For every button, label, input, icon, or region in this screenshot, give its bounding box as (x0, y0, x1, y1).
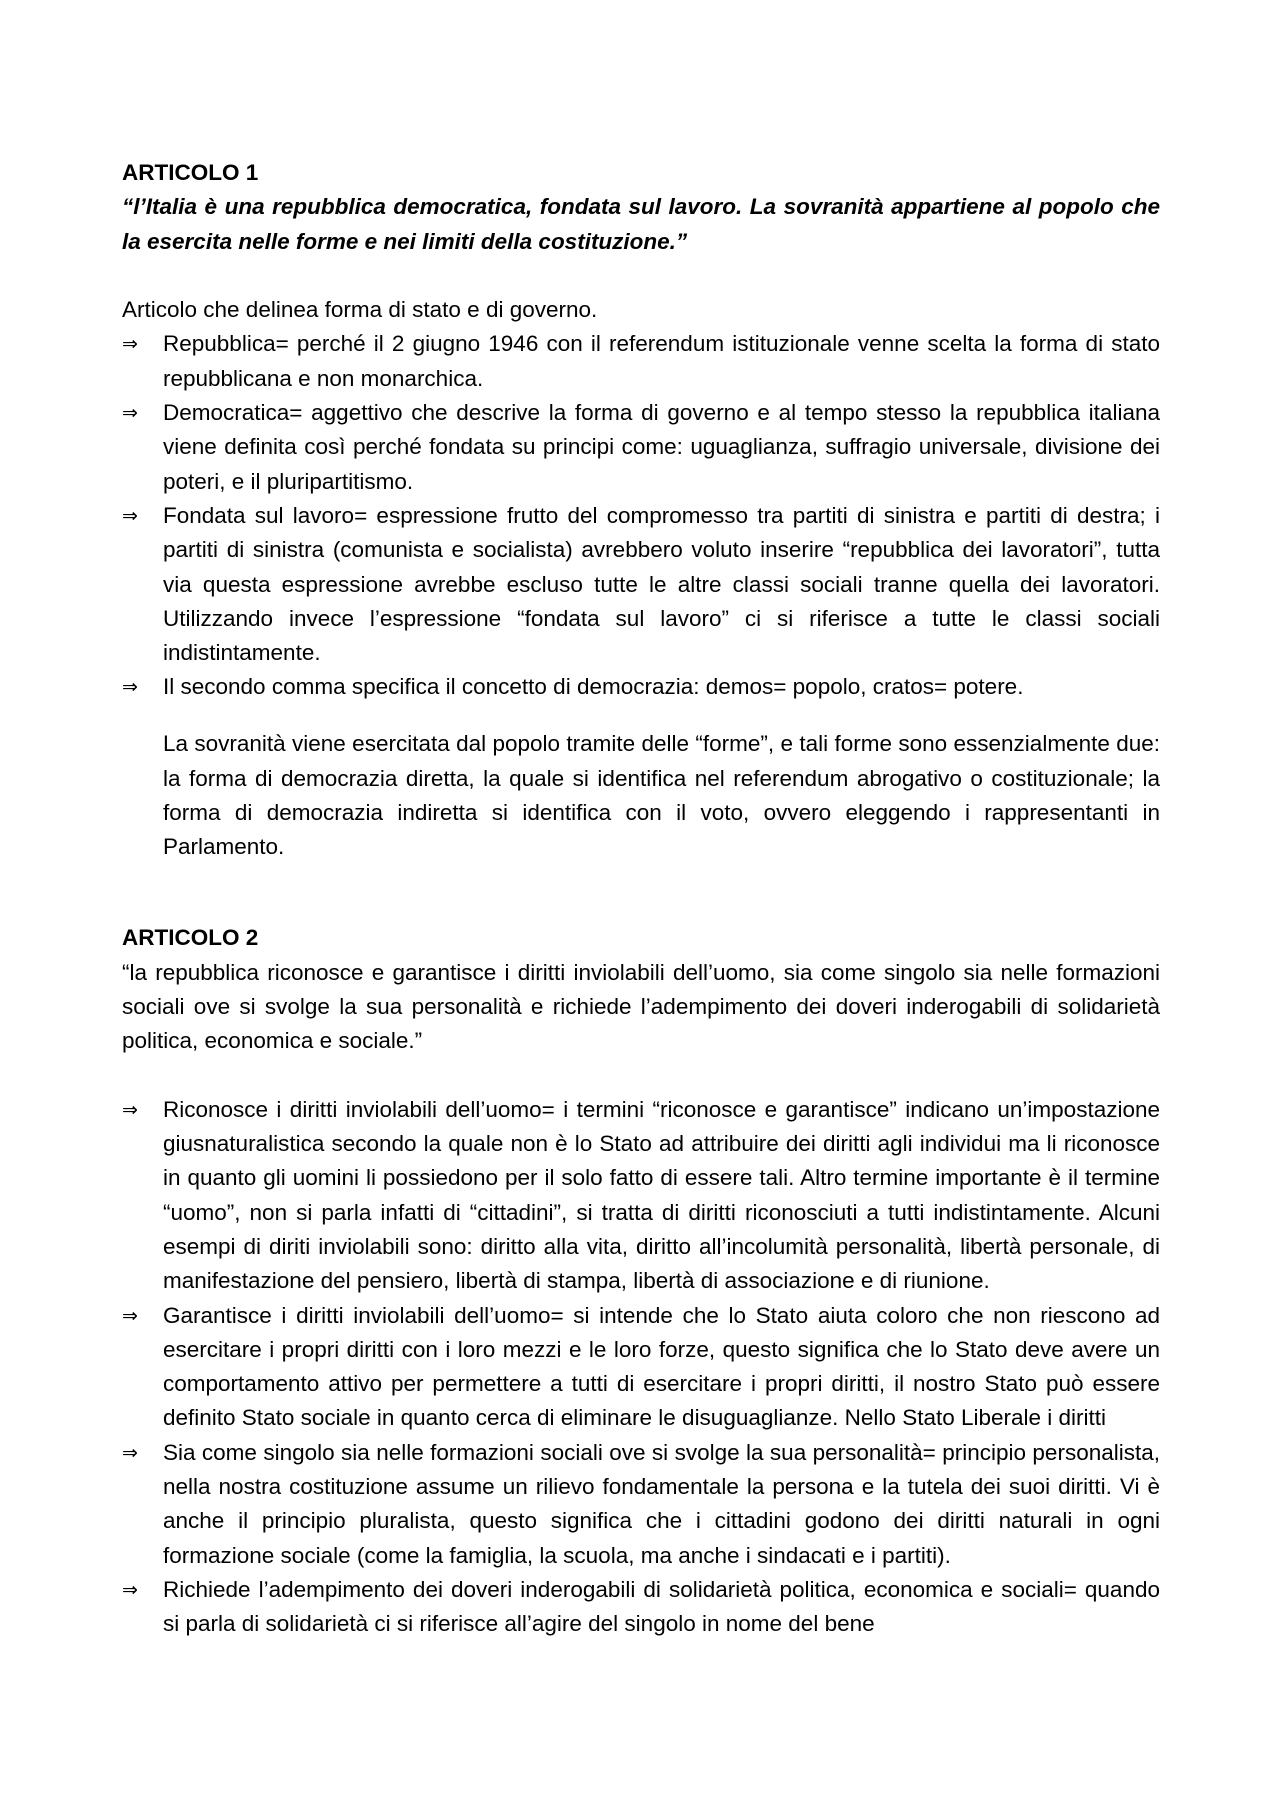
list-item-text: Il secondo comma specifica il concetto di democrazia: demos= popolo, cratos= potere. (163, 674, 1024, 700)
spacer (122, 887, 1160, 921)
list-item (122, 396, 1160, 499)
list-item (122, 670, 1160, 704)
articolo-2-heading: ARTICOLO 2 (122, 925, 259, 951)
articolo-1-intro: Articolo che delinea forma di stato e di governo. (122, 297, 598, 323)
articolo-1-section (122, 156, 1160, 864)
spacer (122, 1058, 1160, 1092)
arrow-right-icon: ⇒ (122, 1578, 138, 1601)
list-item (122, 1436, 1160, 1573)
articolo-1-bullet-list (122, 327, 1160, 704)
articolo-2-section (122, 921, 1160, 1641)
arrow-right-icon: ⇒ (122, 1441, 138, 1464)
list-item (122, 1093, 1160, 1299)
list-item (122, 1573, 1160, 1642)
articolo-1-continuation: La sovranità viene esercitata dal popolo tramite delle “forme”, e tali forme sono essenzialmente due: la forma di democrazia diretta, la quale si identifica nel referendum abrogativo o costituzionale; la forma di democrazia indiretta si identifica con il voto, ovvero eleggendo i rappresentanti in Parlamento. (163, 731, 1160, 860)
list-item-text: Repubblica= perché il 2 giugno 1946 con il referendum istituzionale venne scelta la forma di stato repubblicana e non monarchica. (163, 331, 1160, 391)
list-item-text: Richiede l’adempimento dei doveri inderogabili di solidarietà politica, economica e sociali= quando si parla di solidarietà ci si riferisce all’agire del singolo in nome del bene (163, 1576, 1160, 1637)
arrow-right-icon: ⇒ (122, 1304, 138, 1327)
articolo-1-quote: “l’Italia è una repubblica democratica, fondata sul lavoro. La sovranità appartiene al popolo che la esercita nelle forme e nei limiti della costituzione.” (122, 194, 1160, 254)
list-item (122, 1299, 1160, 1436)
list-item-text: Fondata sul lavoro= espressione frutto del compromesso tra partiti di sinistra e partiti di destra; i partiti di sinistra (comunista e socialista) avrebbero voluto inserire “repubblica dei lavoratori”, tutta via questa espressione avrebbe escluso tutte le altre classi sociali tranne quella dei lavoratori. Utilizzando invece l’espressione “fondata sul lavoro” ci si riferisce a tutte le classi sociali indistintamente. (163, 502, 1160, 666)
articolo-2-quote: “la repubblica riconosce e garantisce i diritti inviolabili dell’uomo, sia come singolo sia nelle formazioni sociali ove si svolge la sua personalità e richiede l’adempimento dei doveri inderogabili di solidarietà politica, economica e sociale.” (122, 959, 1160, 1054)
arrow-right-icon: ⇒ (122, 504, 138, 527)
list-item (122, 499, 1160, 670)
list-item-text: Sia come singolo sia nelle formazioni sociali ove si svolge la sua personalità= principio personalista, nella nostra costituzione assume un rilievo fondamentale la persona e la tutela dei suoi diritti. Vi è anche il principio pluralista, questo significa che i cittadini godono dei diritti naturali in ogni formazione sociale (come la famiglia, la scuola, ma anche i sindacati e i partiti). (163, 1439, 1160, 1568)
arrow-right-icon: ⇒ (122, 333, 138, 356)
arrow-right-icon: ⇒ (122, 676, 138, 699)
list-item-text: Garantisce i diritti inviolabili dell’uomo= si intende che lo Stato aiuta coloro che non riescono ad esercitare i propri diritti con i loro mezzi e le loro forze, questo significa che lo Stato deve avere un comportamento attivo per permettere a tutti di esercitare i propri diritti, il nostro Stato può essere definito Stato sociale in quanto cerca di eliminare le disuguaglianze. Nello Stato Liberale i diritti (163, 1302, 1160, 1431)
articolo-2-bullet-list (122, 1093, 1160, 1642)
arrow-right-icon: ⇒ (122, 402, 138, 425)
list-item (122, 327, 1160, 396)
articolo-1-heading: ARTICOLO 1 (122, 160, 259, 185)
list-item-text: Riconosce i diritti inviolabili dell’uomo= i termini “riconosce e garantisce” indicano un’impostazione giusnaturalistica secondo la quale non è lo Stato ad attribuire dei diritti agli individui ma li riconosce in quanto gli uomini li possiedono per il solo fatto di essere tali. Altro termine importante è il termine “uomo”, non si parla infatti di “cittadini”, si tratta di diritti riconosciuti a tutti indistintamente. Alcuni esempi di diriti inviolabili sono: diritto alla vita, diritto all’incolumità personalità, libertà personale, di manifestazione del pensiero, libertà di stampa, libertà di associazione e di riunione. (163, 1096, 1160, 1294)
arrow-right-icon: ⇒ (122, 1098, 138, 1121)
spacer (122, 259, 1160, 293)
document-page (122, 156, 1160, 1641)
list-item-text: Democratica= aggettivo che descrive la forma di governo e al tempo stesso la repubblica italiana viene definita così perché fondata su principi come: uguaglianza, suffragio universale, divisione dei poteri, e il pluripartitismo. (163, 400, 1160, 494)
